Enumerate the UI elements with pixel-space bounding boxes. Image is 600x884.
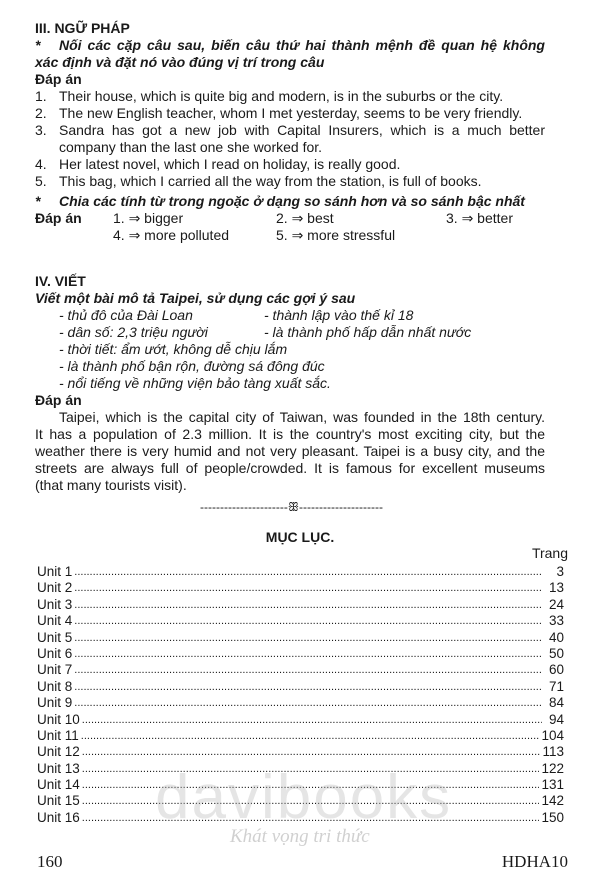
toc-entry-page: 84 [548,695,564,711]
toc-entry-page: 60 [548,662,564,678]
writing-section [35,273,545,494]
toc-entry[interactable] [37,646,564,662]
item-number: 4. [35,156,47,172]
toc-entry-label: Unit 5 [37,629,73,645]
answer-item: 3. ⇒ better [446,210,513,226]
ornamental-separator: ----------------------ꕥ--------------------- [200,500,383,514]
toc-entry-label: Unit 9 [37,695,73,711]
task-text: Chia các tính từ trong ngoặc ở dạng so sánh hơn và so sánh bậc nhất [59,193,525,209]
toc-entry[interactable] [37,564,564,580]
toc-entry-label: Unit 12 [37,744,80,760]
toc-entry[interactable] [37,580,564,596]
toc-entry[interactable] [37,712,564,728]
toc-entry[interactable] [37,728,564,744]
grammar-section [35,20,545,244]
answer-paragraph-line: (that many tourists visit). [35,477,187,493]
toc-entry-page: 150 [541,809,564,825]
answer-paragraph-line: It has a population of 2.3 million. It is the country's most exciting city, but the [35,426,545,442]
item-number: 2. [35,105,47,121]
item-number: 3. [35,122,47,138]
toc-entry[interactable] [37,630,564,646]
toc-entry[interactable] [37,744,564,760]
leader-dots [74,646,542,662]
toc-entry-label: Unit 6 [37,645,73,661]
toc-entry-label: Unit 3 [37,596,73,612]
leader-dots [74,613,542,629]
task-instruction: Viết một bài mô tả Taipei, sử dụng các gợi ý sau [35,290,356,306]
suggestion: - dân số: 2,3 triệu người [59,324,208,340]
toc-entry-page: 13 [548,580,564,596]
toc-entry-page: 24 [548,596,564,612]
page-number: 160 [37,852,63,871]
answer-label: Đáp án [35,210,82,226]
leader-dots [74,580,542,596]
answer-item: 1. ⇒ bigger [113,210,184,226]
bullet-star: * [35,37,41,53]
task-instruction [35,193,545,210]
toc-entry[interactable] [37,679,564,695]
toc-entry[interactable] [37,597,564,613]
toc-entry-label: Unit 4 [37,613,73,629]
toc-title: MỤC LỤC. [265,529,335,545]
section-heading: III. NGỮ PHÁP [35,20,130,36]
toc-entry-page: 71 [548,678,564,694]
answer-paragraph-line: streets are always full of people/crowded. It is famous for excellent museums [35,460,545,476]
leader-dots [74,597,542,613]
toc-entry-label: Unit 15 [37,793,80,809]
watermark-logo: davibooks [155,763,453,832]
toc-entry-label: Unit 16 [37,809,80,825]
suggestion-row [35,324,545,341]
item-text: Her latest novel, which I read on holiday, is really good. [59,156,401,172]
leader-dots [74,630,542,646]
toc-entry-page: 131 [541,777,564,793]
answer-label: Đáp án [35,392,82,408]
item-number: 1. [35,88,47,104]
suggestion-row [35,307,545,324]
toc-entry[interactable] [37,613,564,629]
leader-dots [82,712,542,728]
leader-dots [82,744,541,760]
item-number: 5. [35,173,47,189]
task-text-cont: xác định và đặt nó vào đúng vị trí trong câu [35,54,325,70]
answer-item: 2. ⇒ best [276,210,334,226]
item-text-cont: company than the last one she worked for. [59,139,323,155]
toc-entry[interactable] [37,695,564,711]
toc-entry-page: 142 [541,793,564,809]
answer-row [35,210,545,227]
suggestion: - thời tiết: ẩm ướt, không dễ chịu lắm [59,341,288,357]
book-code: HDHA10 [501,852,568,871]
item-text: Sandra has got a new job with Capital Insurers, which is a much better [59,122,545,138]
toc-entry-page: 104 [541,727,564,743]
toc-entry-label: Unit 13 [37,760,80,776]
toc-entry-page: 94 [548,711,564,727]
toc-entry-page: 33 [548,613,564,629]
item-text: This bag, which I carried all the way from the station, is full of books. [59,173,482,189]
leader-dots [74,679,542,695]
task-instruction [35,37,545,54]
toc-entry-label: Unit 11 [37,727,79,743]
task-text: Nối các cặp câu sau, biến câu thứ hai thành mệnh đề quan hệ không [59,37,545,53]
toc-page-header: Trang [531,545,568,561]
answer-item [35,105,545,122]
answer-item: 5. ⇒ more stressful [276,227,396,243]
suggestion: - thủ đô của Đài Loan [59,307,193,323]
toc-entry-label: Unit 8 [37,678,73,694]
toc-entry-page: 113 [542,744,564,760]
toc-entry-label: Unit 2 [37,580,73,596]
leader-dots [74,662,542,678]
suggestion: - là thành phố hấp dẫn nhất nước [264,324,472,340]
item-text: Their house, which is quite big and modern, is in the suburbs or the city. [59,88,504,104]
answer-item [35,173,545,190]
leader-dots [81,728,540,744]
toc-entry[interactable] [37,662,564,678]
answer-item [35,122,545,139]
suggestion: - nổi tiếng về những viện bảo tàng xuất sắc. [59,375,331,391]
section-heading: IV. VIẾT [35,273,86,289]
bullet-star: * [35,193,41,209]
answer-paragraph-line: Taipei, which is the capital city of Taiwan, was founded in the 18th century. [59,409,545,425]
answer-item: 4. ⇒ more polluted [113,227,230,243]
leader-dots [74,564,542,580]
suggestion: - là thành phố bận rộn, đường sá đông đúc [59,358,325,374]
toc-entry-page: 40 [548,629,564,645]
toc-entry-label: Unit 1 [37,564,73,579]
toc-entry-page: 122 [541,760,564,776]
item-text: The new English teacher, whom I met yesterday, seems to be very friendly. [59,105,523,121]
leader-dots [74,695,542,711]
toc-entry-page: 50 [548,645,564,661]
answer-label: Đáp án [35,71,82,87]
toc-entry-label: Unit 14 [37,777,80,793]
answer-item [35,156,545,173]
suggestion: - thành lập vào thế kỉ 18 [264,307,414,323]
toc-entry-label: Unit 7 [37,662,73,678]
answer-paragraph-line: weather there is very humid and not very pleasant. Taipei is a busy city, and the [35,443,545,459]
toc-entry-page: 3 [556,564,564,579]
watermark-slogan: Khát vọng tri thức [230,826,370,847]
answer-row [35,227,545,244]
answer-item [35,88,545,105]
toc-entry-label: Unit 10 [37,711,80,727]
